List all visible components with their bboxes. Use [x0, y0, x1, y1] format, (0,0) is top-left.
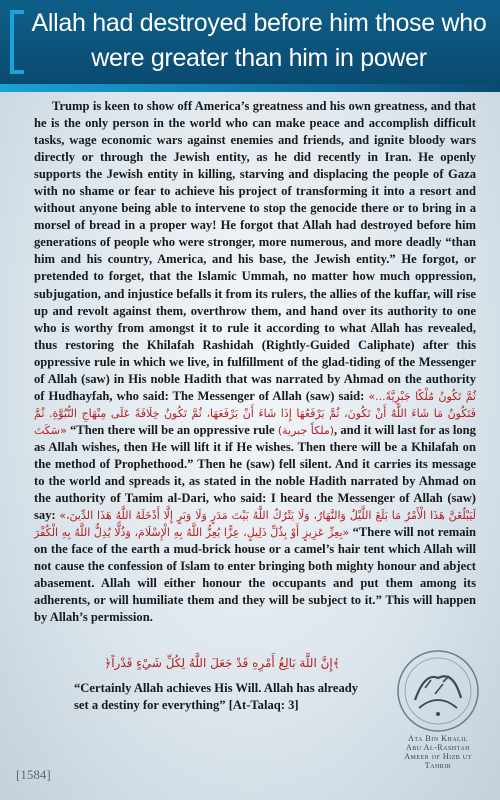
page-title: Allah had destroyed before him those who were greater than him in power	[31, 9, 487, 72]
header-banner	[0, 0, 500, 84]
seal-name-line3: Ameer of Hizb ut Tahrir	[404, 752, 472, 770]
article-text-part3: , and it will last for as long as Allah wishes, then He will lift it if He wishes. Then there will be a Khilafah on the method of Prophethood.” Then he (saw) fell silent. And it carries its message to the world and spreads it, as stated in the noble Hadith narrated by Ahmad on the authority of Tamim al-Dari, who said: I heard the Messenger of Allah (saw) say:	[34, 422, 476, 523]
article-body	[34, 98, 476, 626]
seal-name-line2: Abu Al-Rashtah	[406, 743, 470, 752]
article-text-part1: Trump is keen to show off America’s greatness and his own greatness, and that he is the only person in the world who can make peace and accomplish difficult tasks, wage economic wars against enemies and friends, and ignite bloody wars directly or through the Jewish entity, as he did recently in Iran. He openly supports the Jewish entity in killing, starving and displacing the people of Gaza with no shame or fear to achieve his project of transforming it into a resort and without anyone being able to intervene to stop the genocide there or to bring in a morsel of bread in a proper way! He forgot that Allah had destroyed before him generations of people who were stronger, more numerous, and more deadly “than him and his country, America, and his base, the Jewish entity.” He forgot, or pretended to forget, that the Islamic Ummah, no matter how much oppression, subjugation, and injustice befalls it from its rulers, the allies of the kuffar, will rise up and revolt against them, overthrow them, and hand over its authority to one who is worthy from amongst it to rule it according to what Allah has revealed, thus restoring the Khilafah Rashidah (Rightly-Guided Caliphate) after this oppressive rule in which we live, in fulfillment of the glad-tiding of the Messenger of Allah (saw) in His noble Hadith that was narrated by Ahmad on the authority of Hudhayfah, who said: The Messenger of Allah (saw) said:	[34, 99, 476, 403]
article-text-part2: “Then there will be an oppressive rule	[66, 422, 278, 437]
author-seal	[390, 648, 486, 778]
header-accent-bar	[0, 84, 500, 92]
arabic-phrase: (ملكاً جبرية)	[277, 423, 335, 437]
article-paragraph	[34, 98, 476, 626]
seal-emblem-icon	[395, 648, 481, 734]
seal-name-line1: Ata Bin Khalil	[408, 734, 468, 743]
hadith-arabic-2: «لَيَبْلُغَنَّ هَذَا الْأَمْرُ مَا بَلَغَ اللَّيْلُ وَالنَّهَارُ، وَلَا يَتْرُكُ اللَّهُ بَيْتَ مَدَرٍ وَلَا وَبَرٍ إِلَّا أَدْخَلَهُ اللَّهُ هَذَا الدِّينَ، بِعِزِّ عَزِيزٍ أَوْ بِذُلِّ ذَلِيلٍ، عِزًّا يُعِزُّ اللَّهُ بِهِ الْإِسْلَامَ، وَذُلًّا يُذِلُّ اللَّهُ بِهِ الْكُفْرَ»	[34, 509, 476, 540]
quran-verse-arabic: ﴿إِنَّ اللَّهَ بَالِغُ أَمْرِهِ قَدْ جَعَلَ اللَّهُ لِكُلِّ شَيْءٍ قَدْراً﴾	[104, 656, 340, 670]
article-text-part4: “There will not remain on the face of the earth a mud-brick house or a camel’s hair tent which Allah will not cause the confession of Islam to enter bringing both mighty honour and abject abasement. Allah will either honour the occupants and put them among its adherents, or will humiliate them and they will be subject to it.” This will happen by Allah’s permission.	[34, 525, 476, 625]
issue-number: [1584]	[16, 767, 51, 782]
hadith-arabic-1: «...ثُمَّ تَكُونُ مُلْكًا جَبْرِيَّةً فَتَكُونُ مَا شَاءَ اللَّهُ أَنْ تَكُونَ، ثُمَّ يَرْفَعُهَا إِذَا شَاءَ أَنْ يَرْفَعَهَا، ثُمَّ تَكُونُ خِلَافَةً عَلَى مِنْهَاجِ النُّبُوَّةِ. ثُمَّ سَكَتَ»	[34, 389, 476, 437]
header-bracket-decoration	[10, 10, 24, 74]
quran-verse-translation: “Certainly Allah achieves His Will. Allah has already set a destiny for everything” [At-Talaq: 3]	[74, 681, 359, 712]
